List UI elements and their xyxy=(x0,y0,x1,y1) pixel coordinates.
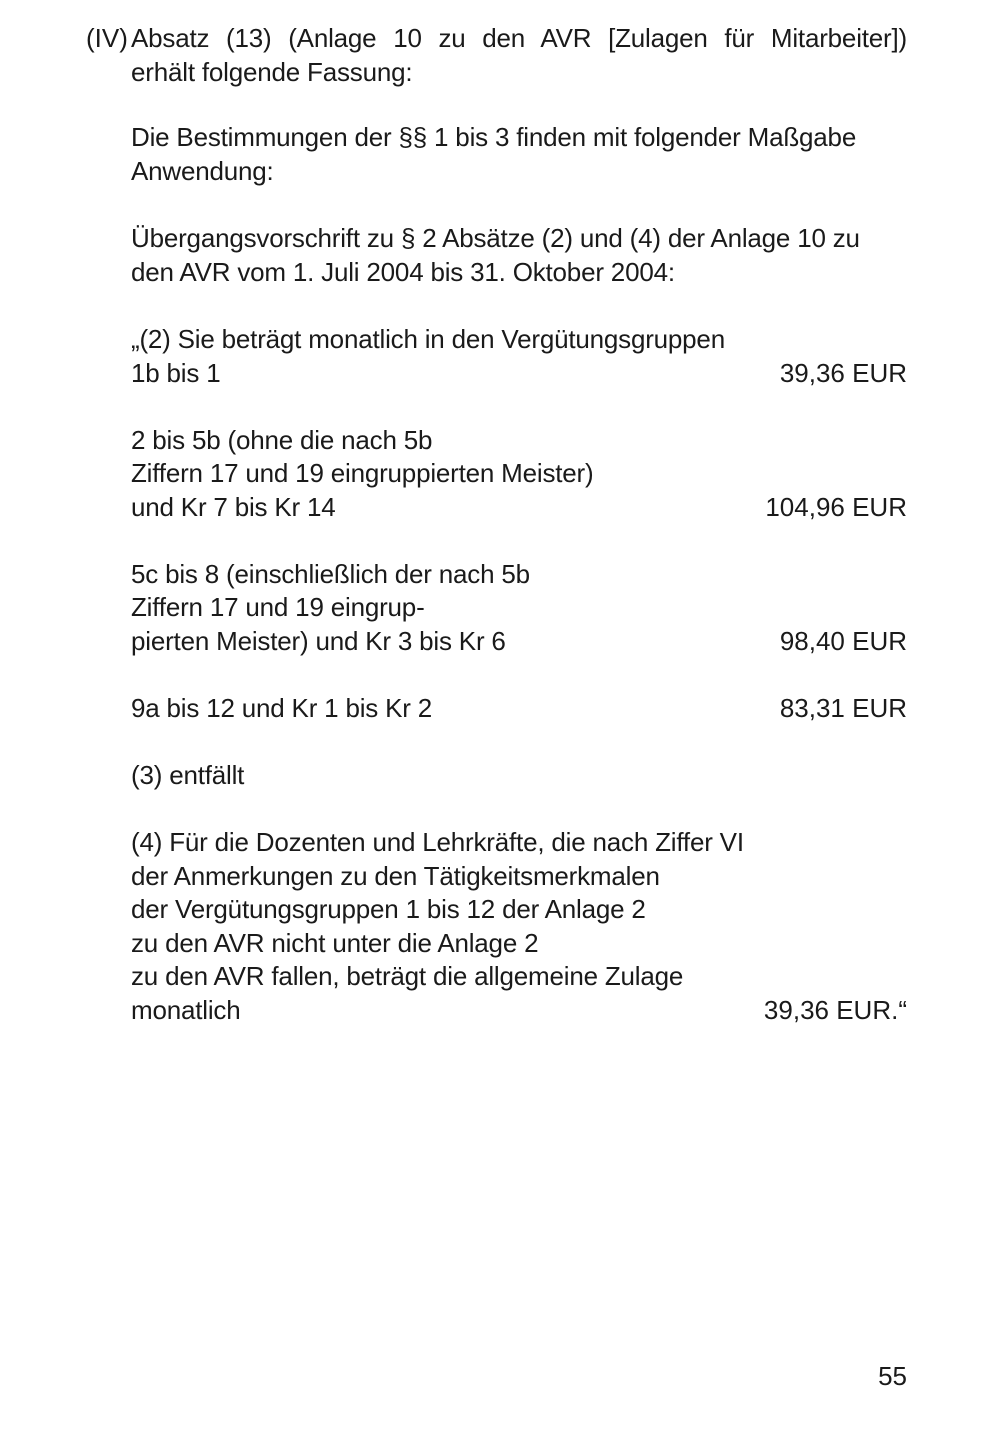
intro-line-1: Die Bestimmungen der §§ 1 bis 3 finden mit folgender Maßgabe xyxy=(131,122,857,152)
transition-line-2: den AVR vom 1. Juli 2004 bis 31. Oktober 2004: xyxy=(131,257,675,287)
group2-line-1: 2 bis 5b (ohne die nach 5b xyxy=(131,425,433,455)
section-marker: (IV) xyxy=(86,23,128,53)
para4-line-1: (4) Für die Dozenten und Lehrkräfte, die nach Ziffer VI xyxy=(131,827,744,857)
group2-line-2: Ziffern 17 und 19 eingruppierten Meister) xyxy=(131,458,594,488)
group4-amount: 83,31 EUR xyxy=(779,693,907,723)
group3-line-2: Ziffern 17 und 19 eingrup- xyxy=(131,592,425,622)
para4-line-5: zu den AVR fallen, beträgt die allgemeine Zulage xyxy=(131,961,684,991)
group2-line-3: und Kr 7 bis Kr 14 xyxy=(131,492,336,522)
intro-line-2: Anwendung: xyxy=(131,156,274,186)
para2-line-1: „(2) Sie beträgt monatlich in den Vergütungsgruppen xyxy=(131,324,725,354)
section-heading-line-1: Absatz (13) (Anlage 10 zu den AVR [Zulagen für Mitarbeiter]) xyxy=(131,23,907,53)
para4-line-2: der Anmerkungen zu den Tätigkeitsmerkmalen xyxy=(131,861,660,891)
group3-line-3: pierten Meister) und Kr 3 bis Kr 6 xyxy=(131,626,506,656)
section-heading-line-2: erhält folgende Fassung: xyxy=(131,57,413,87)
para4-line-6: monatlich xyxy=(131,995,241,1025)
transition-line-1: Übergangsvorschrift zu § 2 Absätze (2) und (4) der Anlage 10 zu xyxy=(131,223,860,253)
group2-amount: 104,96 EUR xyxy=(765,492,907,522)
para4-line-4: zu den AVR nicht unter die Anlage 2 xyxy=(131,928,539,958)
para4-line-3: der Vergütungsgruppen 1 bis 12 der Anlage 2 xyxy=(131,894,646,924)
group3-line-1: 5c bis 8 (einschließlich der nach 5b xyxy=(131,559,530,589)
para2-line-2: 1b bis 1 xyxy=(131,358,221,388)
para3-text: (3) entfällt xyxy=(131,760,245,790)
page-number: 55 xyxy=(878,1361,907,1391)
para4-amount: 39,36 EUR.“ xyxy=(763,995,907,1025)
para2-amount: 39,36 EUR xyxy=(779,358,907,388)
group4-line-1: 9a bis 12 und Kr 1 bis Kr 2 xyxy=(131,693,433,723)
group3-amount: 98,40 EUR xyxy=(779,626,907,656)
